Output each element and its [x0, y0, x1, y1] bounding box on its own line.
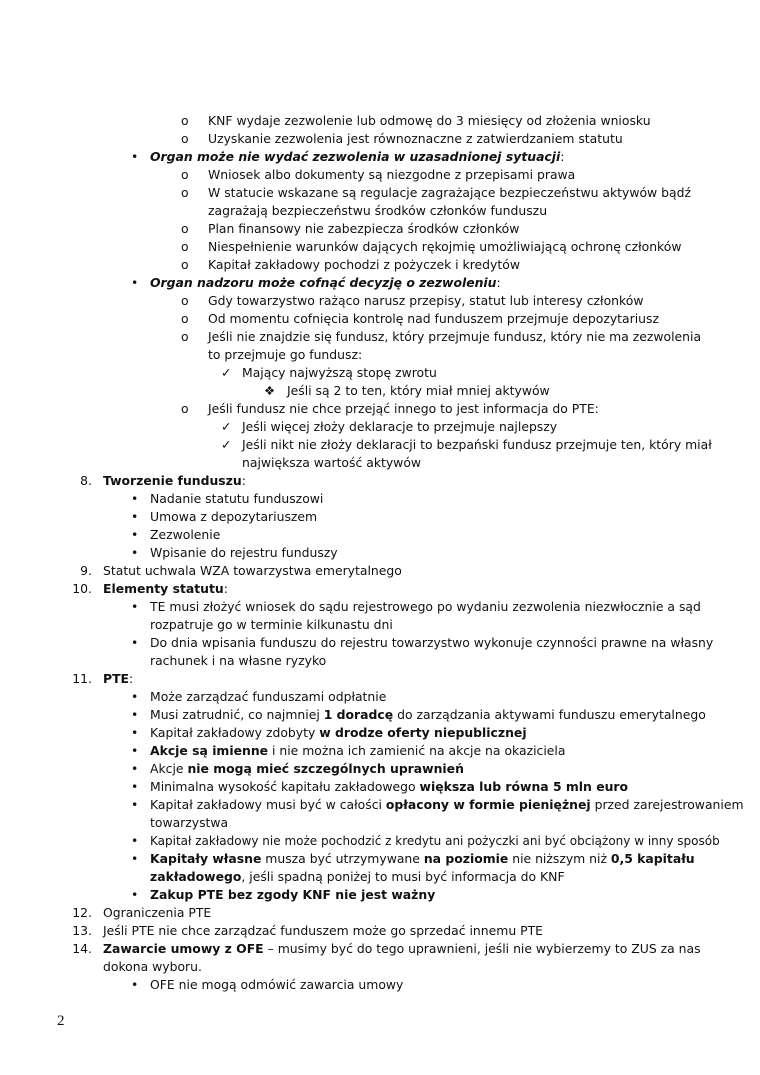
list-item-continuation: największa wartość aktywów: [242, 455, 422, 470]
bullet-marker: •: [131, 743, 139, 758]
list-item: OFE nie mogą odmówić zawarcia umowy: [150, 977, 404, 992]
bullet-marker: •: [131, 635, 139, 650]
list-item: Jeśli są 2 to ten, który miał mniej aktywów: [287, 383, 550, 398]
circle-marker: o: [181, 239, 189, 254]
bullet-marker: •: [131, 833, 139, 848]
list-item: Gdy towarzystwo rażąco narusz przepisy, statut lub interesy członków: [208, 293, 644, 308]
bullet-marker: •: [131, 707, 139, 722]
list-item: W statucie wskazane są regulacje zagrażające bezpieczeństwu aktywów bądź: [208, 185, 691, 200]
bullet-marker: •: [131, 149, 139, 164]
list-item: Jeśli więcej złoży deklaracje to przejmuje najlepszy: [242, 419, 558, 434]
list-item: Do dnia wpisania funduszu do rejestru towarzystwo wykonuje czynności prawne na własny: [150, 635, 714, 650]
list-item: Zawarcie umowy z OFE – musimy być do tego uprawnieni, jeśli nie wybierzemy to ZUS za nas: [103, 941, 701, 956]
list-item: Akcje nie mogą mieć szczególnych uprawnień: [150, 761, 464, 776]
list-item-continuation: to przejmuje go fundusz:: [208, 347, 363, 362]
bullet-marker: •: [131, 275, 139, 290]
bullet-marker: •: [131, 545, 139, 560]
list-item: Kapitał zakładowy nie może pochodzić z kredytu ani pożyczki ani być obciążony w inny sposób: [150, 834, 720, 848]
list-item: Minimalna wysokość kapitału zakładowego większa lub równa 5 mln euro: [150, 779, 629, 794]
diamond-icon: ❖: [264, 383, 276, 398]
list-item: Musi zatrudnić, co najmniej 1 doradcę do zarządzania aktywami funduszu emerytalnego: [150, 707, 706, 722]
section-heading: Elementy statutu:: [103, 581, 228, 596]
list-item: Umowa z depozytariuszem: [150, 509, 318, 524]
list-item-continuation: rozpatruje go w terminie kilkunastu dni: [150, 617, 393, 632]
bullet-marker: •: [131, 689, 139, 704]
circle-marker: o: [181, 401, 189, 416]
bullet-marker: •: [131, 887, 139, 902]
bullet-marker: •: [131, 779, 139, 794]
list-item: Niespełnienie warunków dających rękojmię umożliwiającą ochronę członków: [208, 239, 682, 254]
list-item: Kapitał zakładowy pochodzi z pożyczek i kredytów: [208, 257, 520, 272]
list-number: 14.: [72, 941, 92, 956]
circle-marker: o: [181, 293, 189, 308]
circle-marker: o: [181, 185, 189, 200]
circle-marker: o: [181, 221, 189, 236]
list-item: Zezwolenie: [150, 527, 221, 542]
list-item: Plan finansowy nie zabezpiecza środków członków: [208, 221, 520, 236]
bullet-marker: •: [131, 851, 139, 866]
list-item: Może zarządzać funduszami odpłatnie: [150, 689, 387, 704]
section-heading: Tworzenie funduszu:: [103, 473, 246, 488]
list-item-continuation: rachunek i na własne ryzyko: [150, 653, 327, 668]
list-item: Kapitał zakładowy musi być w całości opłacony w formie pieniężnej przed zarejestrowaniem: [150, 797, 744, 812]
list-number: 9.: [80, 563, 92, 578]
list-item-heading: Organ może nie wydać zezwolenia w uzasadnionej sytuacji:: [150, 149, 565, 164]
list-item: Zakup PTE bez zgody KNF nie jest ważny: [150, 887, 436, 902]
list-number: 8.: [80, 473, 92, 488]
list-item: Akcje są imienne i nie można ich zamienić na akcje na okaziciela: [150, 743, 566, 758]
list-item: Statut uchwala WZA towarzystwa emerytalnego: [103, 563, 402, 578]
check-icon: ✓: [221, 437, 232, 452]
list-number: 10.: [72, 581, 92, 596]
list-number: 11.: [72, 671, 92, 686]
list-item-continuation: towarzystwa: [150, 815, 229, 830]
circle-marker: o: [181, 329, 189, 344]
section-heading: PTE:: [103, 671, 134, 686]
list-item: Mający najwyższą stopę zwrotu: [242, 365, 437, 380]
list-number: 13.: [72, 923, 92, 938]
list-item: KNF wydaje zezwolenie lub odmowę do 3 miesięcy od złożenia wniosku: [208, 113, 651, 128]
list-item-heading: Organ nadzoru może cofnąć decyzję o zezwoleniu:: [150, 275, 501, 290]
bullet-marker: •: [131, 761, 139, 776]
list-item: Jeśli PTE nie chce zarządzać funduszem może go sprzedać innemu PTE: [103, 923, 543, 938]
list-item: Od momentu cofnięcia kontrolę nad funduszem przejmuje depozytariusz: [208, 311, 659, 326]
list-number: 12.: [72, 905, 92, 920]
list-item: Jeśli nikt nie złoży deklaracji to bezpański fundusz przejmuje ten, który miał: [242, 437, 712, 452]
bullet-marker: •: [131, 599, 139, 614]
list-item: Kapitały własne musza być utrzymywane na poziomie nie niższym niż 0,5 kapitału: [150, 851, 695, 866]
circle-marker: o: [181, 257, 189, 272]
list-item: Wpisanie do rejestru funduszy: [150, 545, 338, 560]
bullet-marker: •: [131, 725, 139, 740]
page-number: 2: [57, 1013, 65, 1029]
circle-marker: o: [181, 167, 189, 182]
list-item: TE musi złożyć wniosek do sądu rejestrowego po wydaniu zezwolenia niezwłocznie a sąd: [150, 599, 701, 614]
list-item: Jeśli nie znajdzie się fundusz, który przejmuje fundusz, który nie ma zezwolenia: [208, 329, 702, 344]
circle-marker: o: [181, 311, 189, 326]
list-item: Wniosek albo dokumenty są niezgodne z przepisami prawa: [208, 167, 576, 182]
list-item: Jeśli fundusz nie chce przejąć innego to jest informacja do PTE:: [208, 401, 599, 416]
list-item-continuation: dokona wyboru.: [103, 959, 202, 974]
list-item: Kapitał zakładowy zdobyty w drodze oferty niepublicznej: [150, 725, 527, 740]
bullet-marker: •: [131, 491, 139, 506]
check-icon: ✓: [221, 365, 232, 380]
list-item-continuation: zakładowego, jeśli spadną poniżej to musi być informacja do KNF: [150, 869, 565, 884]
bullet-marker: •: [131, 797, 139, 812]
check-icon: ✓: [221, 419, 232, 434]
bullet-marker: •: [131, 509, 139, 524]
circle-marker: o: [181, 113, 189, 128]
circle-marker: o: [181, 131, 189, 146]
bullet-marker: •: [131, 977, 139, 992]
list-item-continuation: zagrażają bezpieczeństwu środków członków funduszu: [208, 203, 548, 218]
list-item: Ograniczenia PTE: [103, 905, 212, 920]
bullet-marker: •: [131, 527, 139, 542]
list-item: Nadanie statutu funduszowi: [150, 491, 324, 506]
list-item: Uzyskanie zezwolenia jest równoznaczne z zatwierdzaniem statutu: [208, 131, 623, 146]
